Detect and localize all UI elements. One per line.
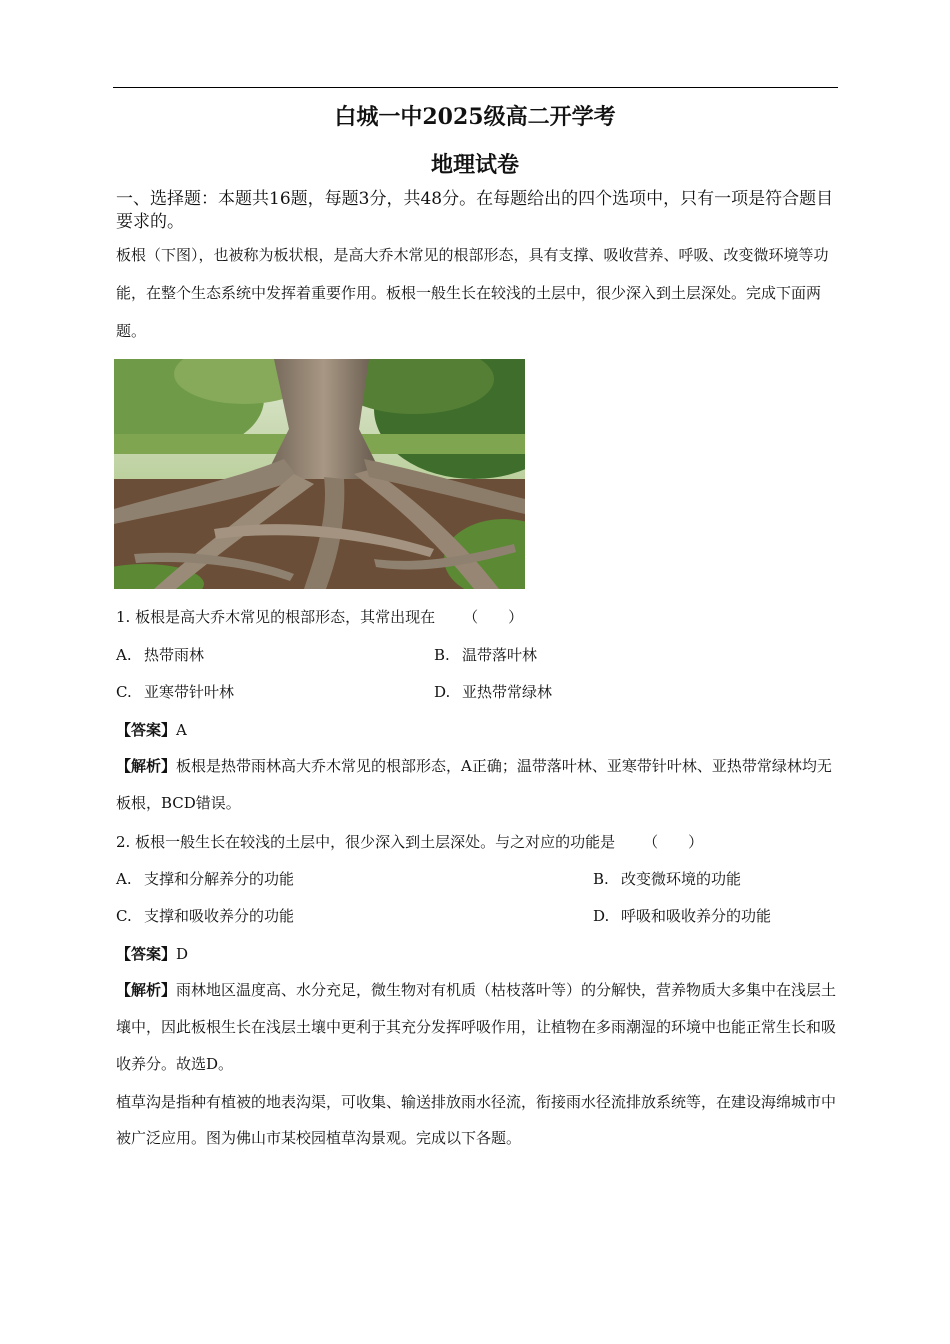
- header-rule: [113, 87, 838, 88]
- question-1-option-a: A. 热带雨林: [116, 646, 205, 664]
- question-2-option-b: B. 改变微环境的功能: [593, 870, 742, 888]
- question-2-stem: [116, 831, 703, 853]
- question-1-answer: [116, 719, 187, 741]
- analysis-text: 板根是热带雨林高大乔木常见的根部形态，A正确；温带落叶林、亚寒带针叶林、亚热带常绿林均无板根，BCD错误。: [116, 757, 832, 812]
- question-2-text: 2. 板根一般生长在较浅的土层中，很少深入到土层深处。与之对应的功能是: [116, 833, 616, 851]
- question-1-analysis: [116, 748, 838, 822]
- question-1-text: 1. 板根是高大乔木常见的根部形态，其常出现在: [116, 608, 436, 626]
- answer-value: A: [176, 721, 187, 739]
- tree-roots-illustration: [114, 359, 525, 589]
- question-1-answer-bracket: （ ）: [463, 608, 524, 626]
- question-2-answer: [116, 943, 188, 965]
- question-2-option-a: A. 支撑和分解养分的功能: [116, 870, 295, 888]
- question-1-stem: [116, 606, 523, 628]
- analysis-label: 【解析】: [116, 981, 177, 999]
- analysis-text: 雨林地区温度高、水分充足，微生物对有机质（枯枝落叶等）的分解快，营养物质大多集中在浅层土壤中，因此板根生长在浅层土壤中更利于其充分发挥呼吸作用，让植物在多雨潮湿的环境中也能正常生长和吸收养分。故选D。: [116, 981, 837, 1073]
- answer-value: D: [176, 945, 189, 963]
- question-1-option-b: B. 温带落叶林: [434, 646, 538, 664]
- question-2-option-d: D. 呼吸和吸收养分的功能: [593, 907, 772, 925]
- question-2-analysis: [116, 972, 838, 1083]
- exam-title: 白城一中2025级高二开学考: [334, 104, 616, 130]
- answer-label: 【答案】: [116, 945, 177, 963]
- question-1-option-c: C. 亚寒带针叶林: [116, 683, 235, 701]
- answer-label: 【答案】: [116, 721, 177, 739]
- question-2-answer-bracket: （ ）: [643, 833, 704, 851]
- passage-grass-swale: 植草沟是指种有植被的地表沟渠，可收集、输送排放雨水径流，衔接雨水径流排放系统等，在建设海绵城市中被广泛应用。图为佛山市某校园植草沟景观。完成以下各题。: [116, 1093, 837, 1147]
- section-instructions: 一、选择题：本题共16题，每题3分，共48分。在每题给出的四个选项中，只有一项是符合题目要求的。: [116, 189, 834, 232]
- question-2-option-c: C. 支撑和吸收养分的功能: [116, 907, 295, 925]
- buttress-root-photo: [114, 359, 525, 589]
- question-1-option-d: D. 亚热带常绿林: [434, 683, 553, 701]
- passage-buttress-roots: 板根（下图），也被称为板状根，是高大乔木常见的根部形态，具有支撑、吸收营养、呼吸、改变微环境等功能，在整个生态系统中发挥着重要作用。板根一般生长在较浅的土层中，很少深入到土层深处。完成下面两题。: [116, 246, 829, 340]
- analysis-label: 【解析】: [116, 757, 177, 775]
- exam-subtitle: 地理试卷: [430, 152, 519, 178]
